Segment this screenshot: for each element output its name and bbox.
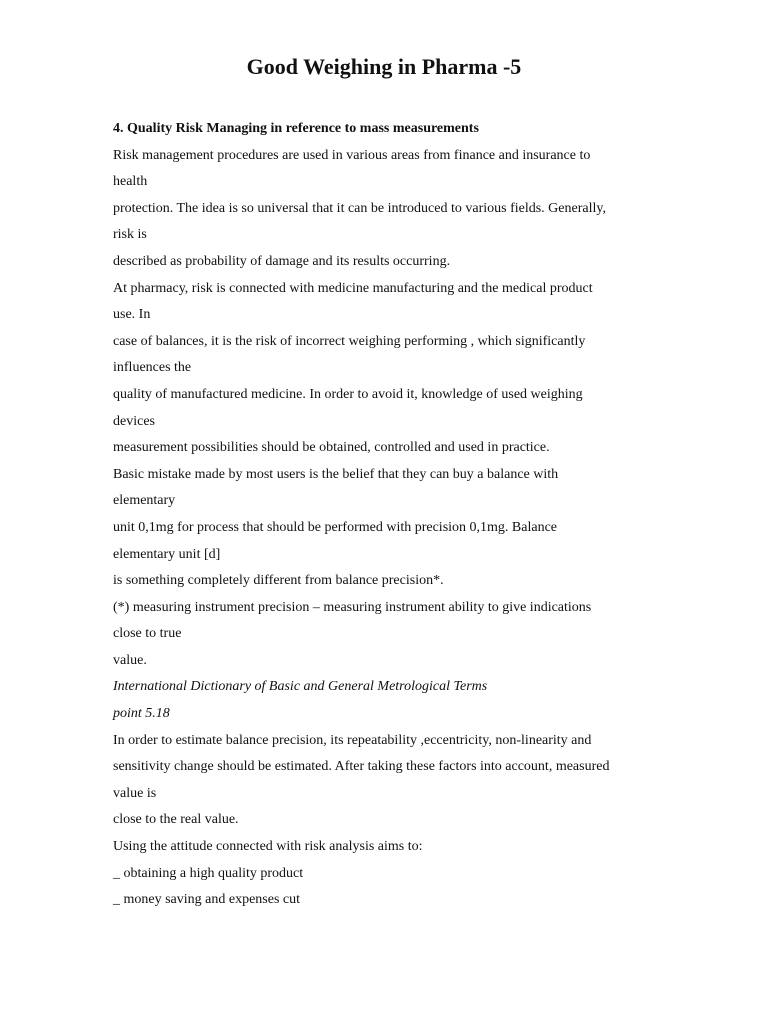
text-line: Using the attitude connected with risk analysis aims to: bbox=[113, 839, 423, 855]
text-line: close to true bbox=[113, 626, 182, 642]
text-line: point 5.18 bbox=[113, 706, 170, 722]
text-line: sensitivity change should be estimated. After taking these factors into account, measured bbox=[113, 759, 610, 775]
text-line: is something completely different from balance precision*. bbox=[113, 573, 444, 589]
text-line: measurement possibilities should be obtained, controlled and used in practice. bbox=[113, 440, 550, 456]
text-line: protection. The idea is so universal that it can be introduced to various fields. Generally, bbox=[113, 200, 606, 216]
text-line: value. bbox=[113, 652, 147, 668]
text-line: _ obtaining a high quality product bbox=[113, 865, 304, 881]
text-line: devices bbox=[113, 413, 155, 429]
text-line: case of balances, it is the risk of incorrect weighing performing , which significantly bbox=[113, 333, 586, 349]
text-line: health bbox=[113, 174, 148, 190]
text-line: quality of manufactured medicine. In order to avoid it, knowledge of used weighing bbox=[113, 386, 583, 402]
section-heading: 4. Quality Risk Managing in reference to mass measurements bbox=[113, 121, 479, 136]
text-line: use. In bbox=[113, 307, 151, 323]
text-line: described as probability of damage and its results occurring. bbox=[113, 253, 451, 269]
text-line: close to the real value. bbox=[113, 812, 239, 828]
text-line: _ money saving and expenses cut bbox=[113, 892, 301, 908]
text-line: elementary bbox=[113, 493, 176, 509]
text-line: (*) measuring instrument precision – measuring instrument ability to give indications bbox=[113, 599, 592, 615]
text-line: Basic mistake made by most users is the belief that they can buy a balance with bbox=[113, 466, 559, 482]
text-line: risk is bbox=[113, 227, 147, 243]
text-line: Risk management procedures are used in various areas from finance and insurance to bbox=[113, 147, 591, 163]
text-line: International Dictionary of Basic and General Metrological Terms bbox=[113, 679, 488, 695]
text-line: In order to estimate balance precision, its repeatability ,eccentricity, non-linearity and bbox=[113, 732, 592, 748]
text-line: elementary unit [d] bbox=[113, 546, 221, 562]
document-body bbox=[113, 116, 673, 914]
text-line: unit 0,1mg for process that should be performed with precision 0,1mg. Balance bbox=[113, 519, 558, 535]
text-line: influences the bbox=[113, 360, 192, 376]
text-line: At pharmacy, risk is connected with medicine manufacturing and the medical product bbox=[113, 280, 593, 296]
page-title: Good Weighing in Pharma -5 bbox=[246, 54, 522, 79]
text-line: value is bbox=[113, 785, 157, 801]
